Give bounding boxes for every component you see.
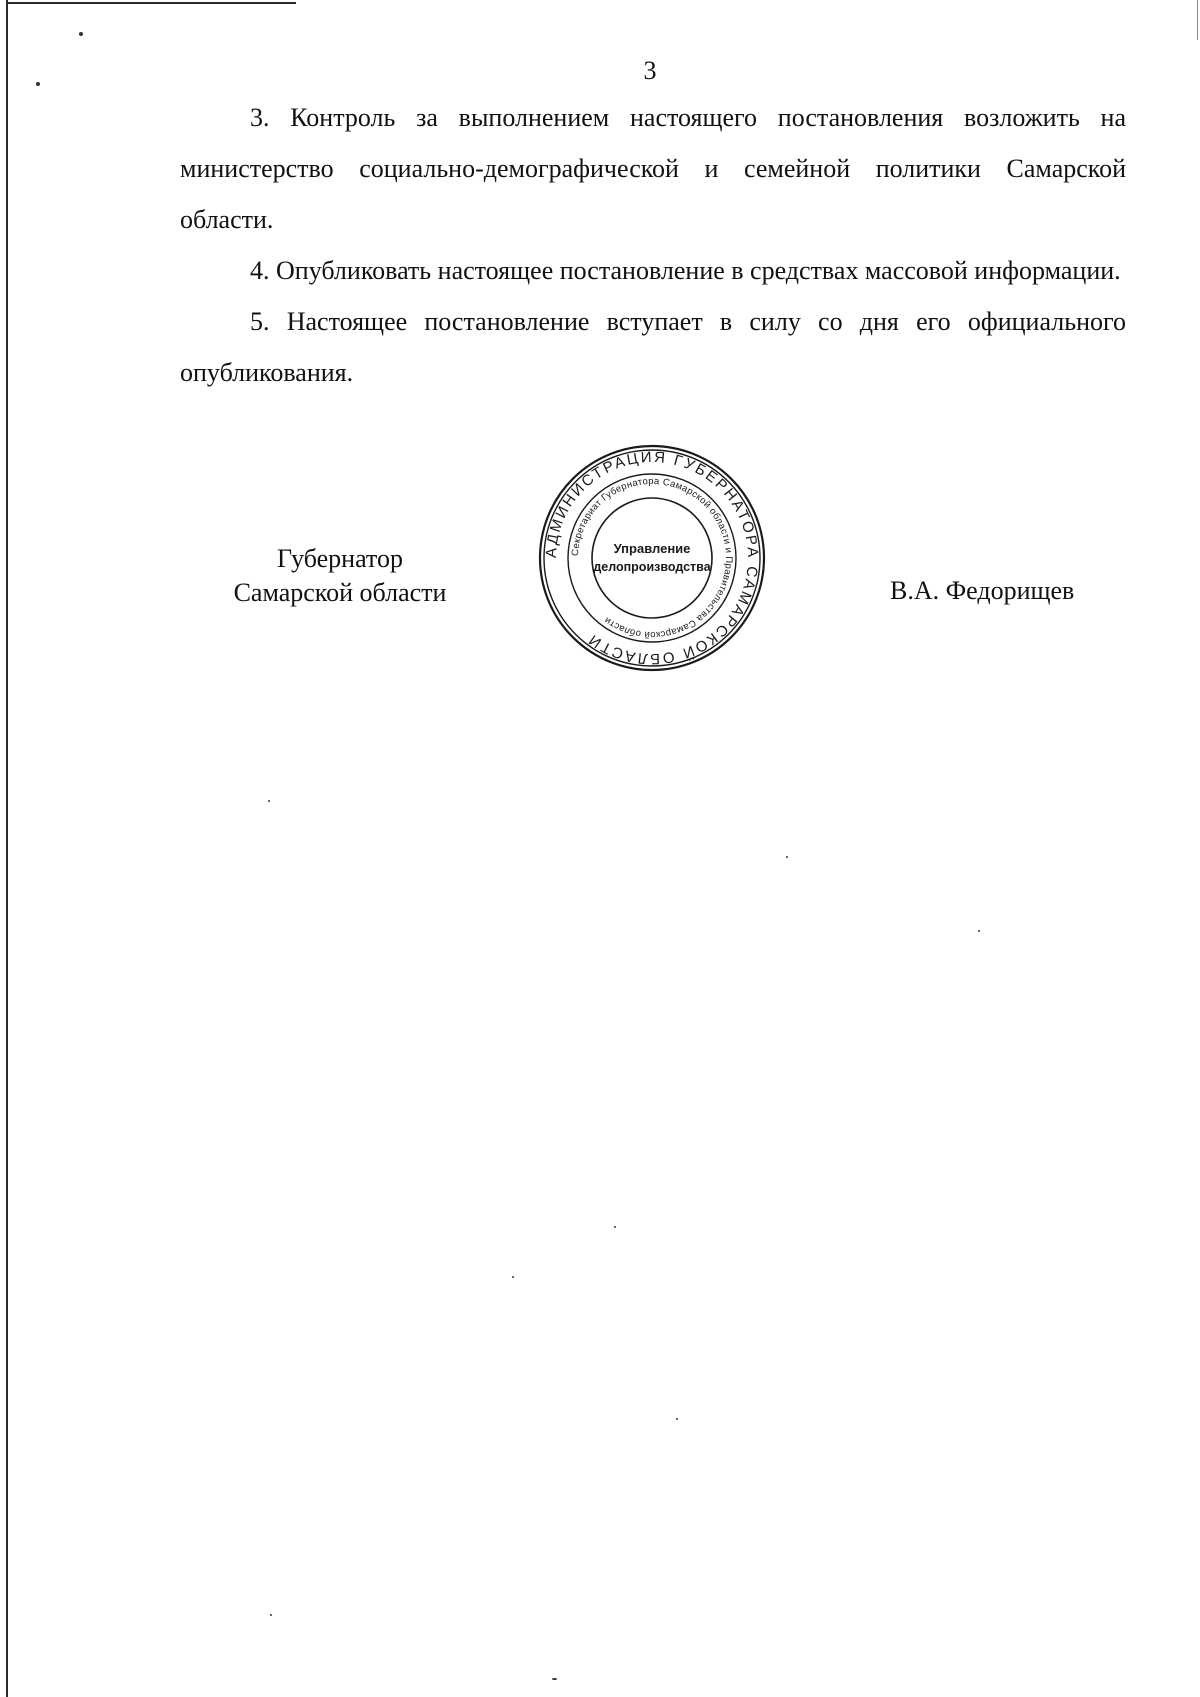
- scan-speck: [676, 1418, 678, 1420]
- seal-outer-text: АДМИНИСТРАЦИЯ ГУБЕРНАТОРА САМАРСКОЙ ОБЛАСТИ: [542, 448, 762, 668]
- scan-speck: [978, 930, 980, 932]
- scan-edge-top: [6, 2, 296, 4]
- seal-center-line-2: делопроизводства: [593, 560, 711, 574]
- scan-speck: [79, 32, 83, 36]
- paragraph-4: 4. Опубликовать настоящее постановление в средствах массовой информации.: [250, 256, 1121, 285]
- scan-speck: [552, 1678, 557, 1680]
- scan-speck: [268, 800, 270, 802]
- page-number: 3: [643, 56, 657, 85]
- position-line-2: Самарской области: [233, 578, 447, 607]
- seal-inner-text: Секретариат Губернатора Самарской области и Правительства Самарской области: [569, 475, 735, 641]
- scan-edge-right: [1197, 0, 1198, 40]
- paragraph-3: 3. Контроль за выполнением настоящего постановления возложить на министерство социально-демографической и семейной политики Самарской области.: [180, 103, 1126, 234]
- scan-speck: [512, 1276, 514, 1278]
- signatory-position: [210, 542, 470, 610]
- official-seal: [538, 444, 766, 672]
- scan-edge-left: [6, 0, 8, 1697]
- signatory-name: В.А. Федорищев: [890, 576, 1075, 605]
- paragraph-5: 5. Настоящее постановление вступает в силу со дня его официального опубликования.: [180, 307, 1126, 387]
- scan-speck: [614, 1226, 616, 1228]
- seal-center-line-1: Управление: [613, 541, 691, 556]
- scan-speck: [786, 856, 788, 858]
- document-body: [180, 92, 1126, 398]
- scan-speck: [270, 1614, 272, 1616]
- position-line-1: Губернатор: [277, 544, 403, 573]
